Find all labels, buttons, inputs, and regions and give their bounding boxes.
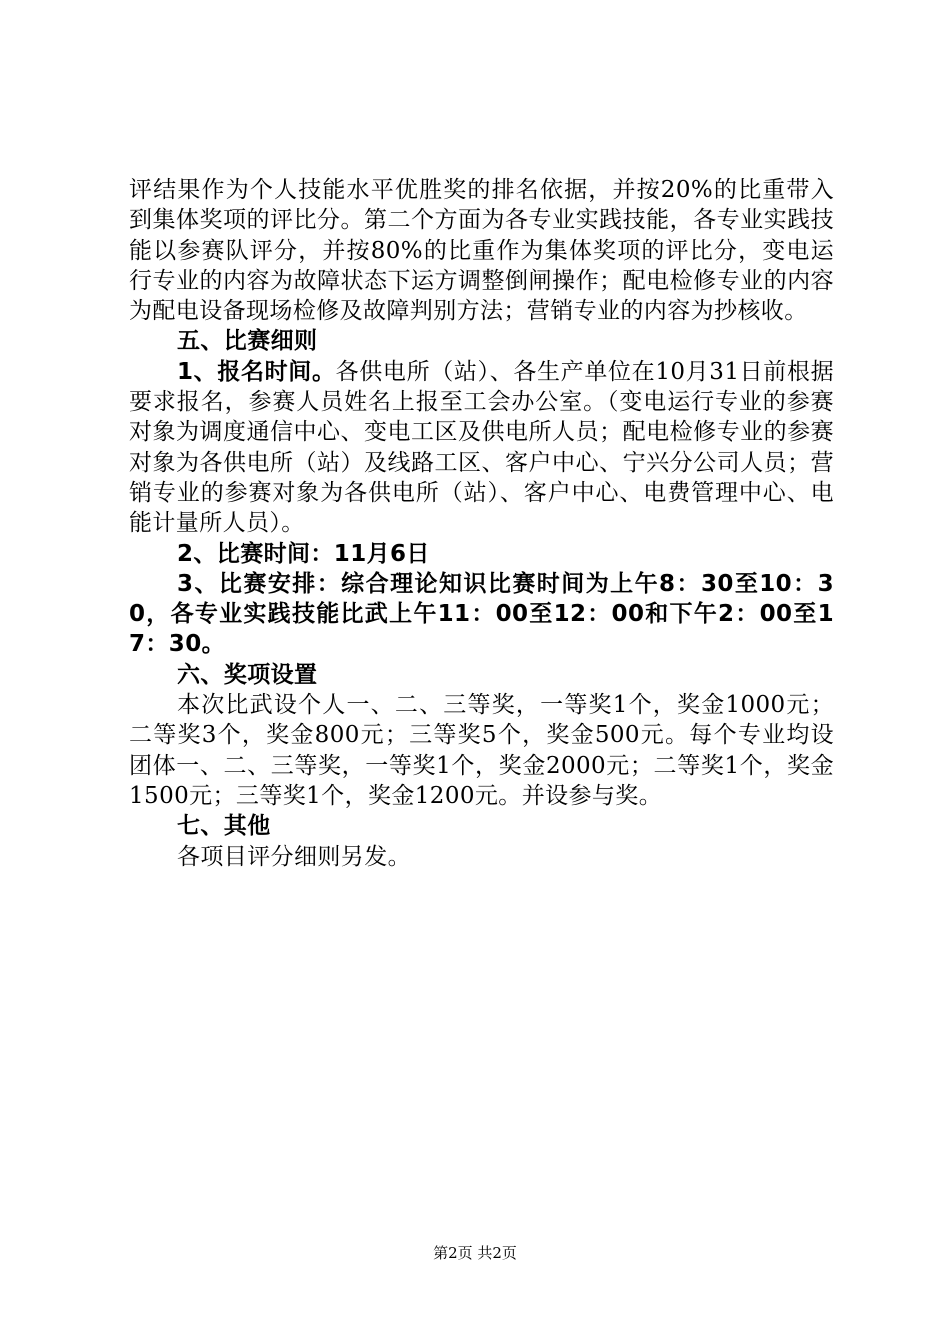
rule-item-1-body: 各供电所（站）、各生产单位在10月31日前根据要求报名，参赛人员姓名上报至工会办公室。（变电运行专业的参赛对象为调度通信中心、变电工区及供电所人员；配电检修专业的参赛对象为各供电所（站）及线路工区、客户中心、宁兴分公司人员；营销专业的参赛对象为各供电所（站）、客户中心、电费管理中心、电能计量所人员）。: [129, 358, 834, 537]
rule-item-1-title: 1、报名时间。: [177, 358, 336, 385]
rule-item-1: [129, 357, 834, 539]
section-heading-5: 五、比赛细则: [177, 328, 318, 355]
section-heading-7: 七、其他: [177, 813, 271, 840]
document-body: [129, 175, 834, 872]
other-paragraph: 各项目评分细则另发。: [177, 843, 411, 870]
rule-item-2: 2、比赛时间：11月6日: [177, 540, 430, 567]
section-heading-6: 六、奖项设置: [177, 661, 318, 688]
intro-paragraph: 评结果作为个人技能水平优胜奖的排名依据，并按20%的比重带入到集体奖项的评比分。第二个方面为各专业实践技能，各专业实践技能以参赛队评分，并按80%的比重作为集体奖项的评比分，变电运行专业的内容为故障状态下运方调整倒闸操作；配电检修专业的内容为配电设备现场检修及故障判别方法；营销专业的内容为抄核收。: [129, 177, 834, 325]
page-footer: 第2页 共2页: [433, 1244, 517, 1262]
rule-item-3: 3、比赛安排：综合理论知识比赛时间为上午8：30至10：30，各专业实践技能比武上午11：00至12：00和下午2：00至17：30。: [129, 570, 834, 658]
awards-paragraph: 本次比武设个人一、二、三等奖，一等奖1个，奖金1000元；二等奖3个，奖金800元；三等奖5个，奖金500元。每个专业均设团体一、二、三等奖，一等奖1个，奖金2000元；二等奖1个，奖金1500元；三等奖1个，奖金1200元。并设参与奖。: [129, 692, 834, 809]
